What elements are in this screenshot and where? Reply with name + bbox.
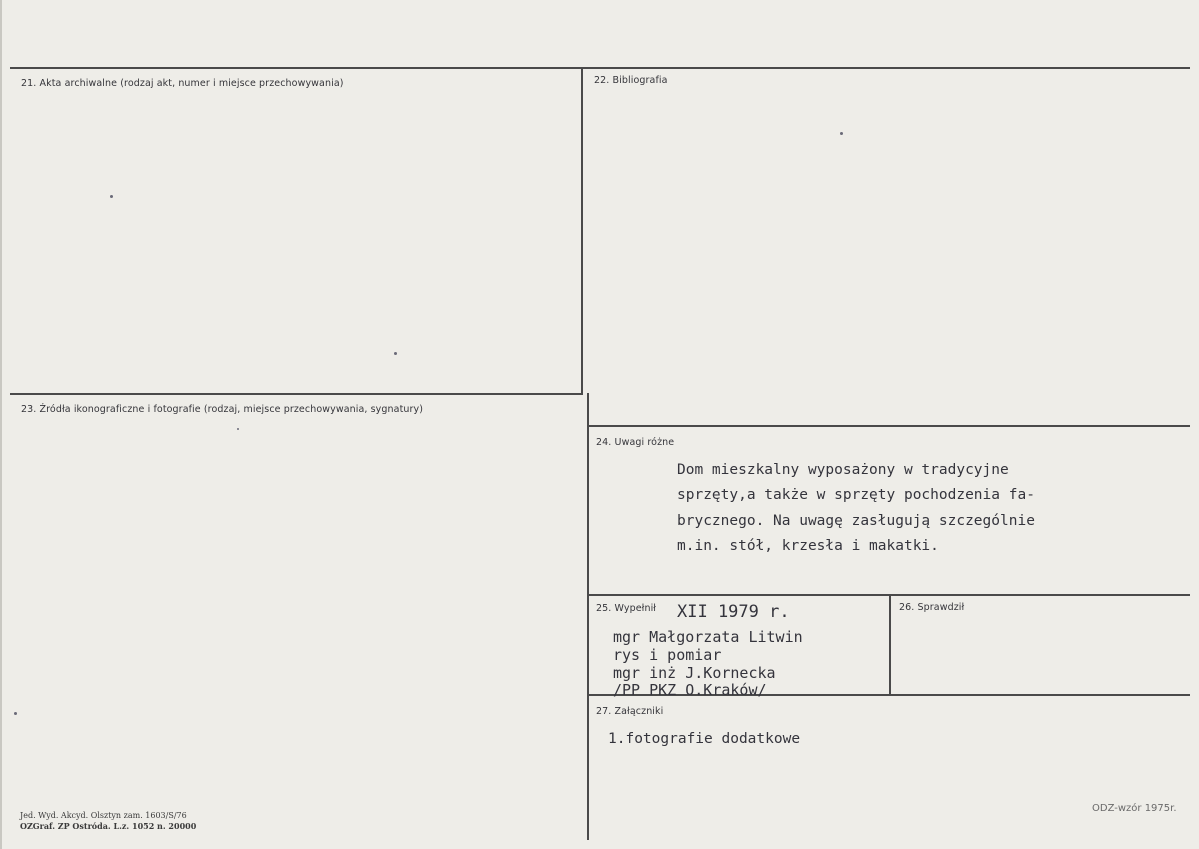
left-mid-rule <box>10 393 583 395</box>
filled-by-line-1: mgr Małgorzata Litwin <box>613 628 803 646</box>
field-27-attachments-label: 27. Załączniki <box>596 706 664 717</box>
remarks-line-3: brycznego. Na uwagę zasługują szczególnie <box>677 513 1035 529</box>
paper-speck <box>840 132 843 135</box>
filled-by-line-3: mgr inż J.Kornecka <box>613 664 776 682</box>
paper-speck <box>237 428 239 430</box>
form-template-id: ODZ-wzór 1975r. <box>1092 803 1177 814</box>
center-divider <box>581 67 583 393</box>
field-21-archives-label: 21. Akta archiwalne (rodzaj akt, numer i miejsce przechowywania) <box>21 78 344 89</box>
field-26-checked-by-label: 26. Sprawdził <box>899 602 965 613</box>
paper-speck <box>394 352 397 355</box>
printer-imprint-line-1: Jed. Wyd. Akcyd. Olsztyn zam. 1603/S/76 <box>20 811 187 820</box>
printer-imprint-line-2: OZGraf. ZP Ostróda. L.z. 1052 n. 20000 <box>20 821 197 831</box>
field-22-bibliography-label: 22. Bibliografia <box>594 75 668 86</box>
filled-by-line-4: /PP PKZ O.Kraków/ <box>613 681 767 699</box>
signature-divider <box>889 594 891 694</box>
remarks-top-rule <box>587 425 1190 427</box>
remarks-line-4: m.in. stół, krzesła i makatki. <box>677 538 939 554</box>
filled-by-date: XII 1979 r. <box>677 602 790 622</box>
field-24-remarks-label: 24. Uwagi różne <box>596 437 675 448</box>
filled-by-line-2: rys i pomiar <box>613 646 722 664</box>
remarks-line-1: Dom mieszkalny wyposażony w tradycyjne <box>677 462 1009 478</box>
center-divider-lower <box>587 393 589 840</box>
paper-speck <box>14 712 17 715</box>
field-25-filled-by-label: 25. Wypełnił <box>596 603 657 614</box>
top-rule <box>10 67 1190 69</box>
attachment-item-1: 1.fotografie dodatkowe <box>608 731 801 747</box>
paper-speck <box>110 195 113 198</box>
field-23-iconography-label: 23. Źródła ikonograficzne i fotografie (rodzaj, miejsce przechowywania, sygnatury) <box>21 404 424 415</box>
remarks-line-2: sprzęty,a także w sprzęty pochodzenia fa- <box>677 487 1035 503</box>
